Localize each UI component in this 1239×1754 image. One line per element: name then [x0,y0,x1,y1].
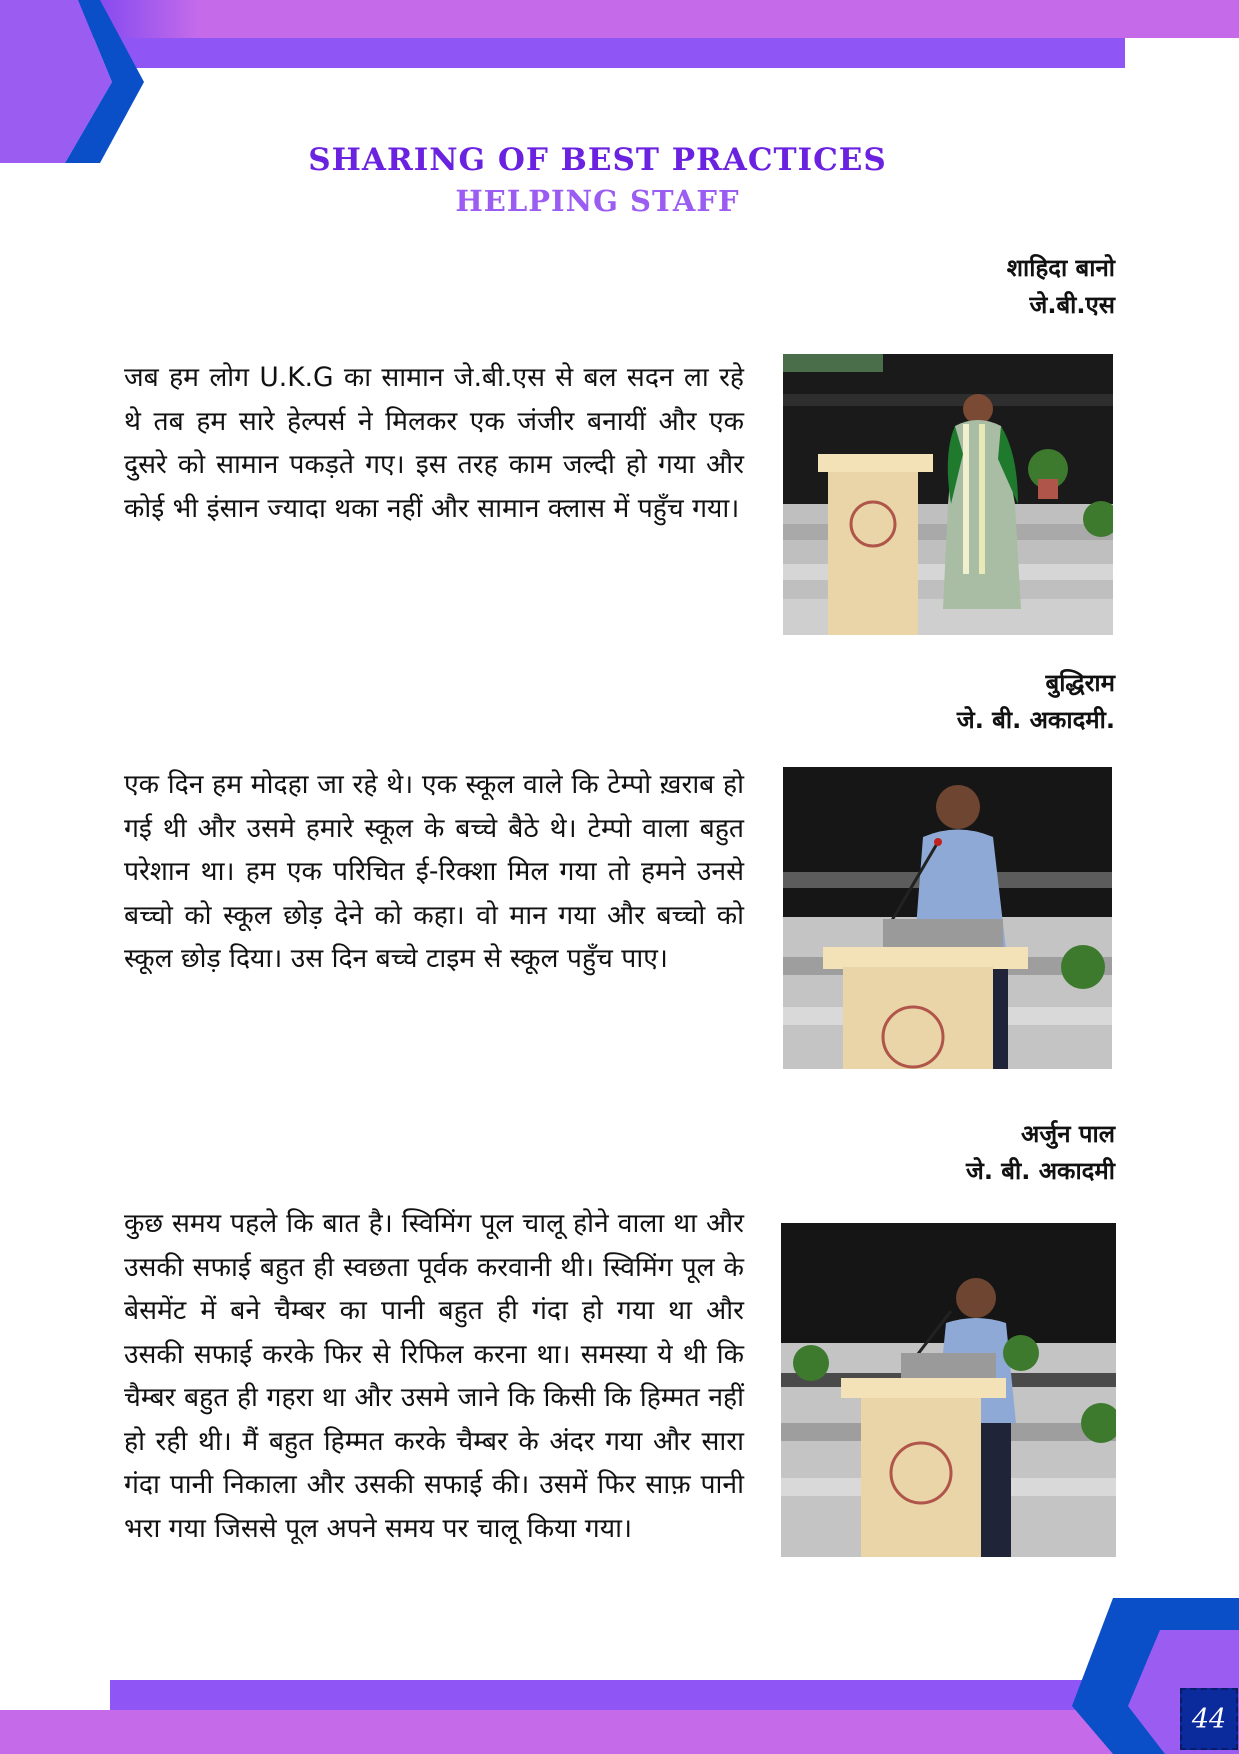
speaker-photo-buddhiram [783,767,1112,1069]
entry-2-org: जे. बी. अकादमी. [956,706,1115,734]
entry-3-org: जे. बी. अकादमी [966,1157,1115,1185]
page-number: 44 [1180,1688,1238,1750]
entry-2-name: बुद्धिराम [1045,669,1115,697]
entry-2-author [957,665,1115,739]
page-title: SHARING OF BEST PRACTICES [308,142,887,178]
entry-1-author [1007,250,1115,324]
entry-2-text: एक दिन हम मोदहा जा रहे थे। एक स्कूल वाले कि टेम्पो ख़राब हो गई थी और उसमे हमारे स्कूल के बच्चे बैठे थे। टेम्पो वाला बहुत परेशान था। हम एक परिचित ई-रिक्शा मिल गया तो हमने उनसे बच्चो को स्कूल छोड़ देने को कहा। वो मान गया और बच्चो को स्कूल छोड़ दिया। उस दिन बच्चे टाइम से स्कूल पहुँच पाए। [124,769,744,974]
speaker-photo-shahida-bano [783,354,1113,635]
entry-1-text: जब हम लोग U.K.G का सामान जे.बी.एस से बल सदन ला रहे थे तब हम सारे हेल्पर्स ने मिलकर एक जंजीर बनायीं और एक दुसरे को सामान पकड़ते गए। इस तरह काम जल्दी हो गया और कोई भी इंसान ज्यादा थका नहीं और सामान क्लास में पहुँच गया। [124,362,744,524]
entry-1-org: जे.बी.एस [1029,291,1115,319]
entry-3-text: कुछ समय पहले कि बात है। स्विमिंग पूल चालू होने वाला था और उसकी सफाई बहुत ही स्वछता पूर्वक करवानी थी। स्विमिंग पूल के बेसमेंट में बने चैम्बर का पानी बहुत ही गंदा हो गया था और उसकी सफाई करके फिर से रिफिल करना था। समस्या ये थी कि चैम्बर बहुत ही गहरा था और उसमे जाने कि किसी कि हिम्मत नहीं हो रही थी। मैं बहुत हिम्मत करके चैम्बर के अंदर गया और सारा गंदा पानी निकाला और उसकी सफाई की। उसमें फिर साफ़ पानी भरा गया जिससे पूल अपने समय पर चालू किया गया। [124,1208,744,1544]
page-subtitle: HELPING STAFF [455,184,740,218]
entry-1-name: शाहिदा बानो [1006,254,1115,282]
entry-3-name: अर्जुन पाल [1021,1120,1115,1148]
speaker-photo-arjun-pal [781,1223,1116,1557]
entry-3-author [966,1116,1115,1190]
